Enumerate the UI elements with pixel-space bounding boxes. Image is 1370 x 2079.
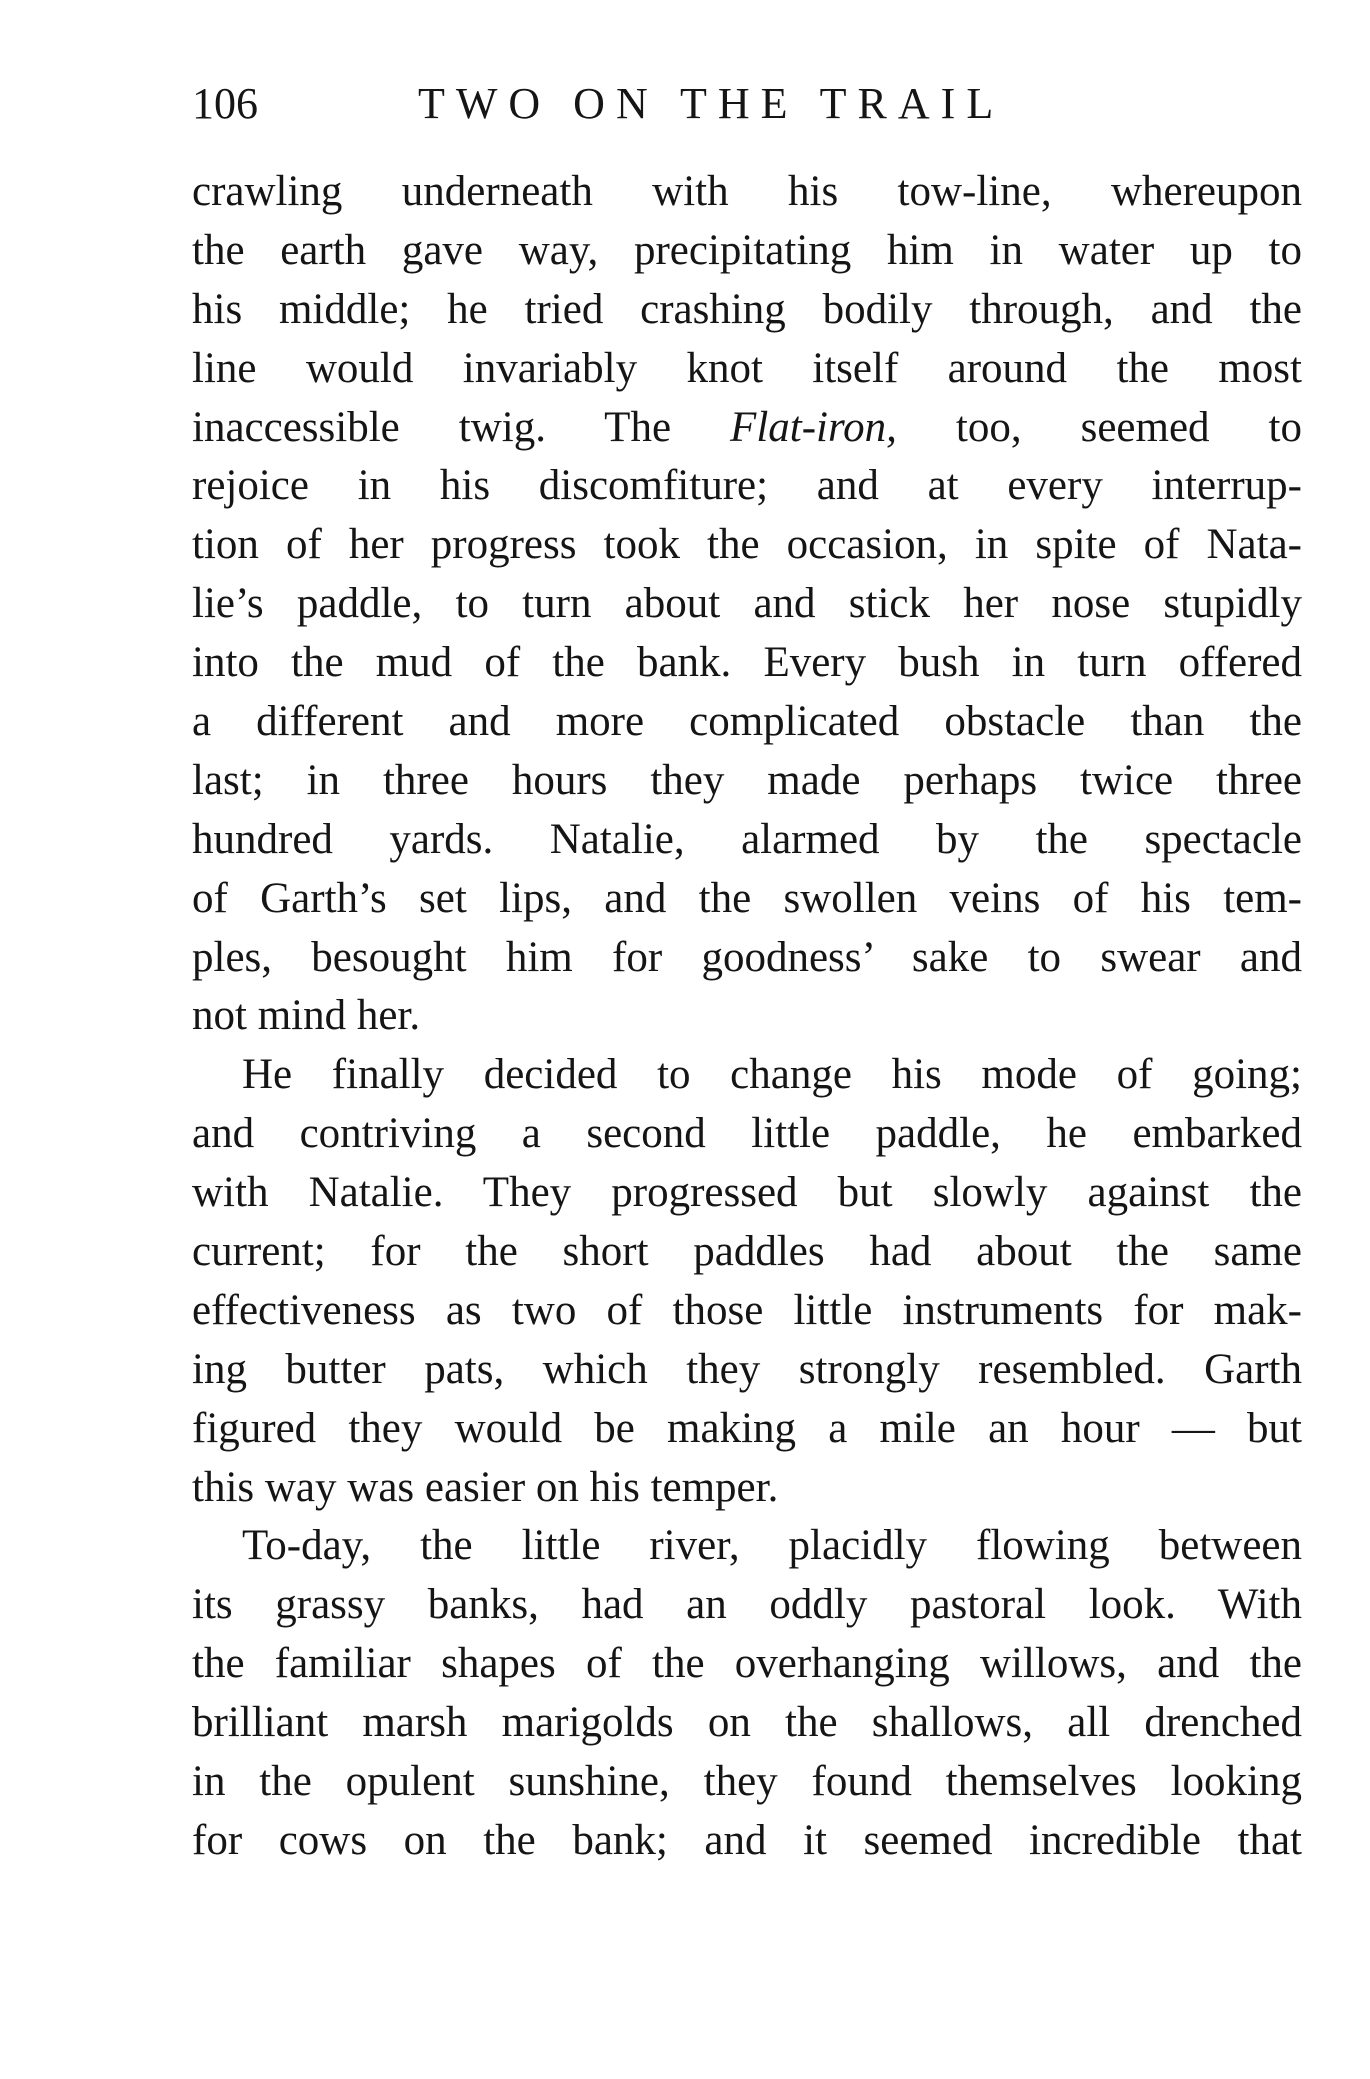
paragraph-start-line: He finally decided to change his mode of going; (242, 1051, 1302, 1099)
paragraph-end-line: this way was easier on his temper. (192, 1463, 779, 1511)
text-line: tion of her progress took the occasion, in spite of Nata- (192, 521, 1302, 569)
text-line: the earth gave way, precipitating him in water up to (192, 226, 1302, 274)
text-line: ing butter pats, which they strongly resembled. Garth (192, 1345, 1302, 1393)
text-line: brilliant marsh marigolds on the shallows, all drenched (192, 1699, 1302, 1747)
text-line: in the opulent sunshine, they found themselves looking (192, 1758, 1302, 1806)
text-run: too, seemed to (896, 403, 1302, 451)
running-title: TWO ON THE TRAIL (418, 79, 1005, 128)
body-text (192, 163, 1302, 1871)
text-line: of Garth’s set lips, and the swollen veins of his tem- (192, 874, 1302, 922)
text-line: rejoice in his discomfiture; and at every interrup- (192, 462, 1302, 510)
text-line: lie’s paddle, to turn about and stick her nose stupidly (192, 580, 1302, 628)
text-line: line would invariably knot itself around the most (192, 344, 1302, 392)
paragraph-end-line: not mind her. (192, 992, 421, 1040)
text-run: inaccessible twig. The (192, 403, 731, 451)
running-header (192, 74, 1302, 134)
paragraph-start-line: To-day, the little river, placidly flowing between (242, 1522, 1302, 1570)
text-line (192, 399, 1302, 458)
text-line: crawling underneath with his tow-line, whereupon (192, 168, 1302, 215)
text-line: its grassy banks, had an oddly pastoral look. With (192, 1581, 1302, 1629)
text-line: hundred yards. Natalie, alarmed by the spectacle (192, 815, 1302, 863)
text-line: for cows on the bank; and it seemed incredible that (192, 1816, 1302, 1864)
text-line: current; for the short paddles had about the same (192, 1228, 1302, 1276)
text-line: ples, besought him for goodness’ sake to swear and (192, 933, 1302, 981)
page-number: 106 (192, 79, 258, 128)
italic-title-flat-iron: Flat-iron, (730, 403, 897, 451)
text-line: effectiveness as two of those little instruments for mak- (192, 1286, 1302, 1334)
text-line: into the mud of the bank. Every bush in turn offered (192, 639, 1302, 687)
text-line: figured they would be making a mile an hour — but (192, 1404, 1302, 1452)
text-line: a different and more complicated obstacle than the (192, 698, 1302, 746)
text-line: with Natalie. They progressed but slowly against the (192, 1169, 1302, 1217)
text-line: last; in three hours they made perhaps twice three (192, 756, 1302, 804)
text-line: the familiar shapes of the overhanging willows, and the (192, 1640, 1302, 1688)
text-line: his middle; he tried crashing bodily through, and the (192, 285, 1302, 333)
text-line: and contriving a second little paddle, he embarked (192, 1110, 1302, 1158)
